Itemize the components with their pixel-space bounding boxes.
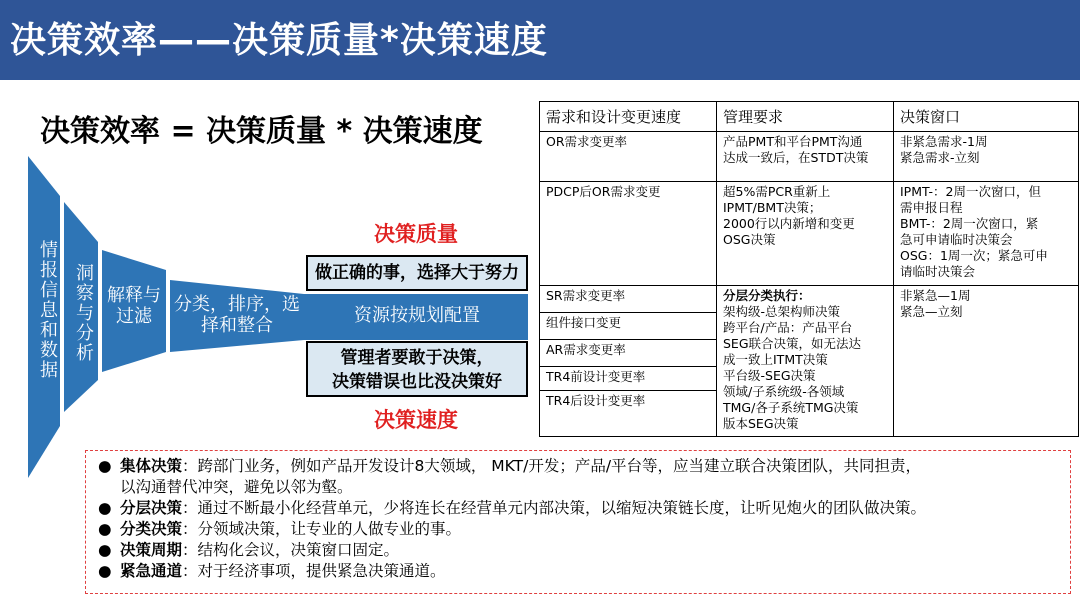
table-header: 决策窗口: [894, 102, 1079, 132]
cell-line: IPMT-：2周一次窗口，但: [900, 184, 1041, 199]
table-row: [540, 182, 1079, 286]
table-cell-item: AR需求变更率: [540, 340, 717, 367]
table-cell-requirement: [717, 286, 894, 437]
speed-box-line-2: 决策错误也比没决策好: [332, 372, 502, 392]
note-text: ：通过不断最小化经营单元，少将连长在经营单元内部决策，以缩短决策链长度，让听见炮火的团队做决策。: [182, 499, 927, 517]
note-item: [94, 561, 1060, 582]
cell-line: 非紧急—1周: [900, 288, 971, 303]
table-cell-item: OR需求变更率: [540, 132, 717, 182]
note-label: 集体决策: [120, 457, 183, 475]
cell-line: OSG决策: [723, 232, 776, 247]
cell-line: 请临时决策会: [900, 264, 976, 279]
cell-line: 平台级-SEG决策: [723, 368, 816, 383]
note-item: [94, 498, 1060, 519]
note-text: ：跨部门业务，例如产品开发设计8大领域， MKT/开发；产品/平台等，应当建立联合决策团队，共同担责，: [182, 457, 922, 475]
bullet-icon: ●: [98, 457, 112, 475]
funnel-stage-5-label: 资源按规划配置: [354, 305, 480, 326]
cell-line: TMG/各子系统TMG决策: [723, 400, 859, 415]
speed-box-line-1: 管理者要敢于决策，: [340, 348, 494, 368]
bullet-icon: ●: [98, 499, 112, 517]
table-cell-item: SR需求变更率: [540, 286, 717, 313]
table-cell-item: 组件接口变更: [540, 313, 717, 340]
page-title: 决策效率——决策质量*决策速度: [10, 20, 548, 61]
table-header: 需求和设计变更速度: [540, 102, 717, 132]
cell-line: 超5%需PCR重新上: [723, 184, 831, 199]
note-text: ：结构化会议，决策窗口固定。: [182, 541, 400, 559]
cell-line: IPMT/BMT决策；: [723, 200, 822, 215]
cell-line: 2000行以内新增和变更: [723, 216, 855, 231]
note-item: [94, 456, 1060, 498]
note-text: ：分领域决策，让专业的人做专业的事。: [182, 520, 462, 538]
cell-line: 领域/子系统级-各领域: [723, 384, 845, 399]
note-text-continued: 以沟通替代冲突，避免以邻为壑。: [120, 478, 353, 496]
funnel-stage-1-label: 情报信息和数据: [37, 240, 58, 380]
cell-line: 达成一致后，在STDT决策: [723, 150, 869, 165]
cell-line: 非紧急需求-1周: [900, 134, 988, 149]
table-header: 管理要求: [717, 102, 894, 132]
table-cell-requirement: [717, 182, 894, 286]
table-cell-item: TR4后设计变更率: [540, 391, 717, 437]
decision-speed-label: 决策速度: [374, 408, 458, 432]
formula-heading: 决策效率 = 决策质量 * 决策速度: [40, 114, 483, 149]
notes-box: [85, 450, 1071, 594]
table-cell-item: PDCP后OR需求变更: [540, 182, 717, 286]
decision-quality-box: 做正确的事，选择大于努力: [306, 255, 528, 291]
cell-line: 需申报日程: [900, 200, 963, 215]
decision-quality-label: 决策质量: [374, 222, 458, 246]
note-text: ：对于经济事项，提供紧急决策通道。: [182, 562, 446, 580]
change-speed-table: [539, 101, 1079, 437]
cell-line: 急可申请临时决策会: [900, 232, 1013, 247]
cell-line: 产品PMT和平台PMT沟通: [723, 134, 863, 149]
note-label: 分层决策: [120, 499, 183, 517]
table-row: [540, 286, 1079, 313]
table-cell-window: [894, 182, 1079, 286]
cell-line: 成一致上ITMT决策: [723, 352, 828, 367]
cell-line: SEG联合决策，如无法达: [723, 336, 862, 351]
table-cell-window: [894, 132, 1079, 182]
note-label: 紧急通道: [120, 562, 183, 580]
cell-line: OSG：1周一次；紧急可申: [900, 248, 1048, 263]
cell-line: 版本SEG决策: [723, 416, 799, 431]
funnel-diagram: [0, 0, 540, 480]
note-label: 分类决策: [120, 520, 183, 538]
cell-line: 架构级-总架构师决策: [723, 304, 841, 319]
decision-speed-box: [306, 341, 528, 397]
bullet-icon: ●: [98, 520, 112, 538]
table-cell-item: TR4前设计变更率: [540, 367, 717, 391]
note-item: [94, 519, 1060, 540]
note-item: [94, 540, 1060, 561]
cell-line: 分层分类执行：: [723, 288, 811, 303]
note-label: 决策周期: [120, 541, 183, 559]
table-cell-requirement: [717, 132, 894, 182]
cell-line: 跨平台/产品：产品平台: [723, 320, 853, 335]
cell-line: 紧急需求-立刻: [900, 150, 980, 165]
cell-line: BMT-：2周一次窗口，紧: [900, 216, 1039, 231]
funnel-stage-2-label: 洞察与分析: [73, 263, 94, 363]
cell-line: 紧急—立刻: [900, 304, 963, 319]
bullet-icon: ●: [98, 562, 112, 580]
table-row: [540, 132, 1079, 182]
funnel-stage-3-label: 解释与过滤: [107, 285, 161, 327]
table-header-row: [540, 102, 1079, 132]
bullet-icon: ●: [98, 541, 112, 559]
table-cell-window: [894, 286, 1079, 437]
funnel-stage-4-label: 分类，排序，选择和整合: [174, 294, 300, 336]
